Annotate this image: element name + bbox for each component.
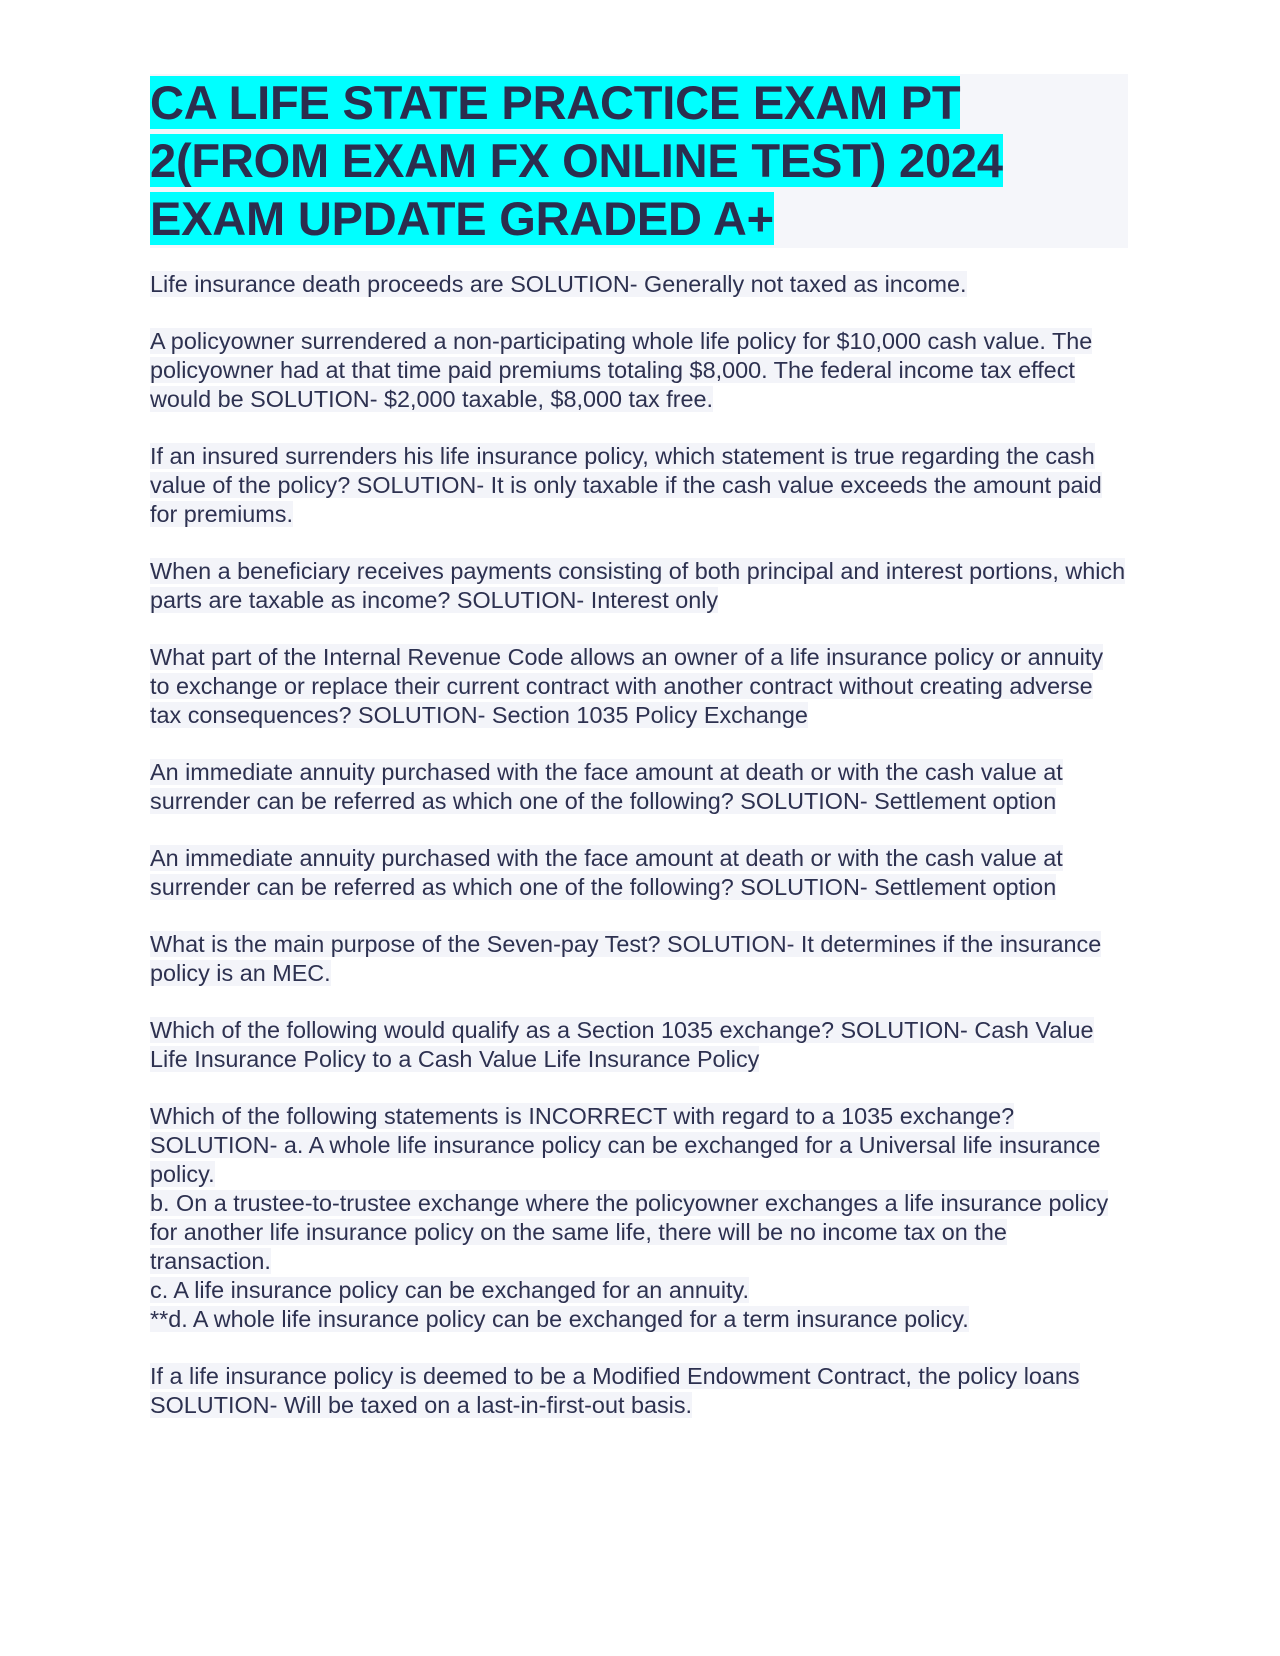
qa-text: An immediate annuity purchased with the face amount at death or with the cash value at surrender can be referred as which one of the following? SOLUTION- Settlement option <box>150 845 1063 900</box>
qa-text: Which of the following would qualify as a Section 1035 exchange? SOLUTION- Cash Value Life Insurance Policy to a Cash Value Life Insurance Policy <box>150 1017 1094 1072</box>
qa-entry <box>150 758 1128 816</box>
qa-option-d: **d. A whole life insurance policy can be exchanged for a term insurance policy. <box>150 1306 969 1332</box>
document-title <box>150 74 1128 248</box>
qa-text: What part of the Internal Revenue Code allows an owner of a life insurance policy or annuity to exchange or replace their current contract with another contract without creating adverse tax consequences? SOLUTION- Section 1035 Policy Exchange <box>150 644 1104 728</box>
qa-entry <box>150 1016 1128 1074</box>
document-page <box>150 74 1128 1448</box>
qa-text: Which of the following statements is INCORRECT with regard to a 1035 exchange? SOLUTION- a. A whole life insurance policy can be exchanged for a Universal life insurance policy. <box>150 1103 1101 1187</box>
qa-text: If an insured surrenders his life insurance policy, which statement is true regarding the cash value of the policy? SOLUTION- It is only taxable if the cash value exceeds the amount paid for premiums. <box>150 443 1102 527</box>
qa-entry <box>150 557 1128 615</box>
qa-entry <box>150 930 1128 988</box>
qa-entry <box>150 327 1128 414</box>
title-block <box>150 74 1128 248</box>
qa-text: What is the main purpose of the Seven-pay Test? SOLUTION- It determines if the insurance policy is an MEC. <box>150 931 1102 986</box>
qa-entry <box>150 270 1128 299</box>
qa-entry <box>150 1362 1128 1420</box>
qa-text: Life insurance death proceeds are SOLUTION- Generally not taxed as income. <box>150 271 967 297</box>
qa-entry <box>150 643 1128 730</box>
qa-option-b: b. On a trustee-to-trustee exchange where the policyowner exchanges a life insurance policy for another life insurance policy on the same life, there will be no income tax on the transaction. <box>150 1190 1109 1274</box>
qa-text: An immediate annuity purchased with the face amount at death or with the cash value at surrender can be referred as which one of the following? SOLUTION- Settlement option <box>150 759 1063 814</box>
qa-entry-multi-option <box>150 1102 1128 1334</box>
qa-text: If a life insurance policy is deemed to be a Modified Endowment Contract, the policy loans SOLUTION- Will be taxed on a last-in-first-out basis. <box>150 1363 1080 1418</box>
qa-text: When a beneficiary receives payments consisting of both principal and interest portions, which parts are taxable as income? SOLUTION- Interest only <box>150 558 1126 613</box>
qa-option-c: c. A life insurance policy can be exchanged for an annuity. <box>150 1277 750 1303</box>
qa-text: A policyowner surrendered a non-participating whole life policy for $10,000 cash value. The policyowner had at that time paid premiums totaling $8,000. The federal income tax effect would be SOLUTION- $2,000 taxable, $8,000 tax free. <box>150 328 1093 412</box>
qa-entry <box>150 442 1128 529</box>
qa-entry <box>150 844 1128 902</box>
title-highlight: CA LIFE STATE PRACTICE EXAM PT 2(FROM EXAM FX ONLINE TEST) 2024 EXAM UPDATE GRADED A+ <box>150 76 1003 245</box>
